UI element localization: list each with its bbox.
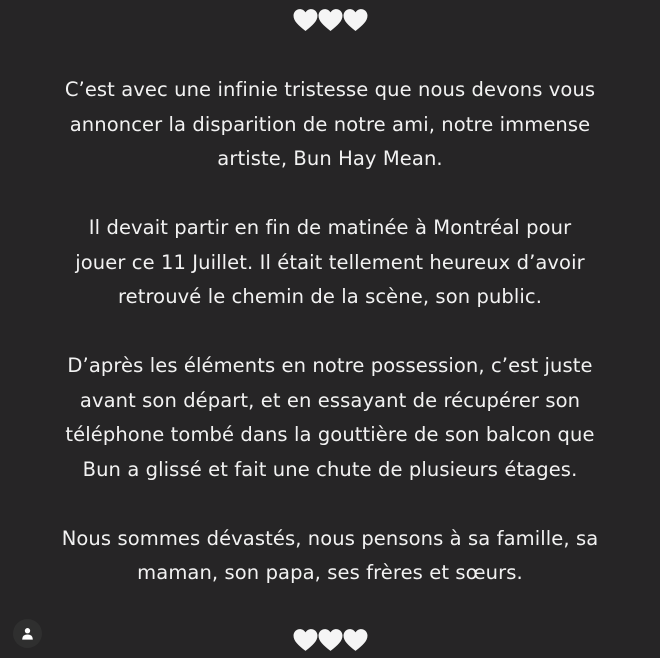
text-line: Bun a glissé et fait une chute de plusieurs étages. [82, 457, 578, 481]
white-heart-icon [343, 8, 368, 32]
bottom-hearts-row [0, 628, 660, 654]
text-line: C’est avec une infinie tristesse que nous devons vous [64, 78, 596, 101]
text-line: jouer ce 11 Juillet. Il était tellement heureux d’avoir [75, 250, 585, 274]
text-line: retrouvé le chemin de la scène, son public. [117, 285, 543, 308]
paragraph-circumstances [30, 349, 630, 487]
white-heart-icon [343, 628, 368, 652]
white-heart-icon [318, 628, 343, 652]
paragraph-announcement [30, 73, 630, 177]
text-line: Il devait partir en fin de matinée à Montréal pour [88, 216, 572, 239]
white-heart-icon [293, 628, 318, 652]
text-line: avant son départ, et en essayant de récupérer son [79, 388, 581, 412]
paragraph-family [30, 522, 630, 591]
post-caption-text [30, 73, 630, 591]
text-line: artiste, Bun Hay Mean. [217, 147, 443, 170]
text-line: téléphone tombé dans la gouttière de son balcon que [65, 423, 595, 446]
text-line: Nous sommes dévastés, nous pensons à sa famille, sa [61, 526, 599, 550]
text-line: annoncer la disparition de notre ami, notre immense [69, 112, 591, 136]
white-heart-icon [293, 8, 318, 32]
text-line: D’après les éléments en notre possession, c’est juste [67, 354, 593, 377]
paragraph-montreal [30, 211, 630, 315]
text-line: maman, son papa, ses frères et sœurs. [137, 561, 523, 584]
top-hearts-row [0, 8, 660, 34]
white-heart-icon [318, 8, 343, 32]
